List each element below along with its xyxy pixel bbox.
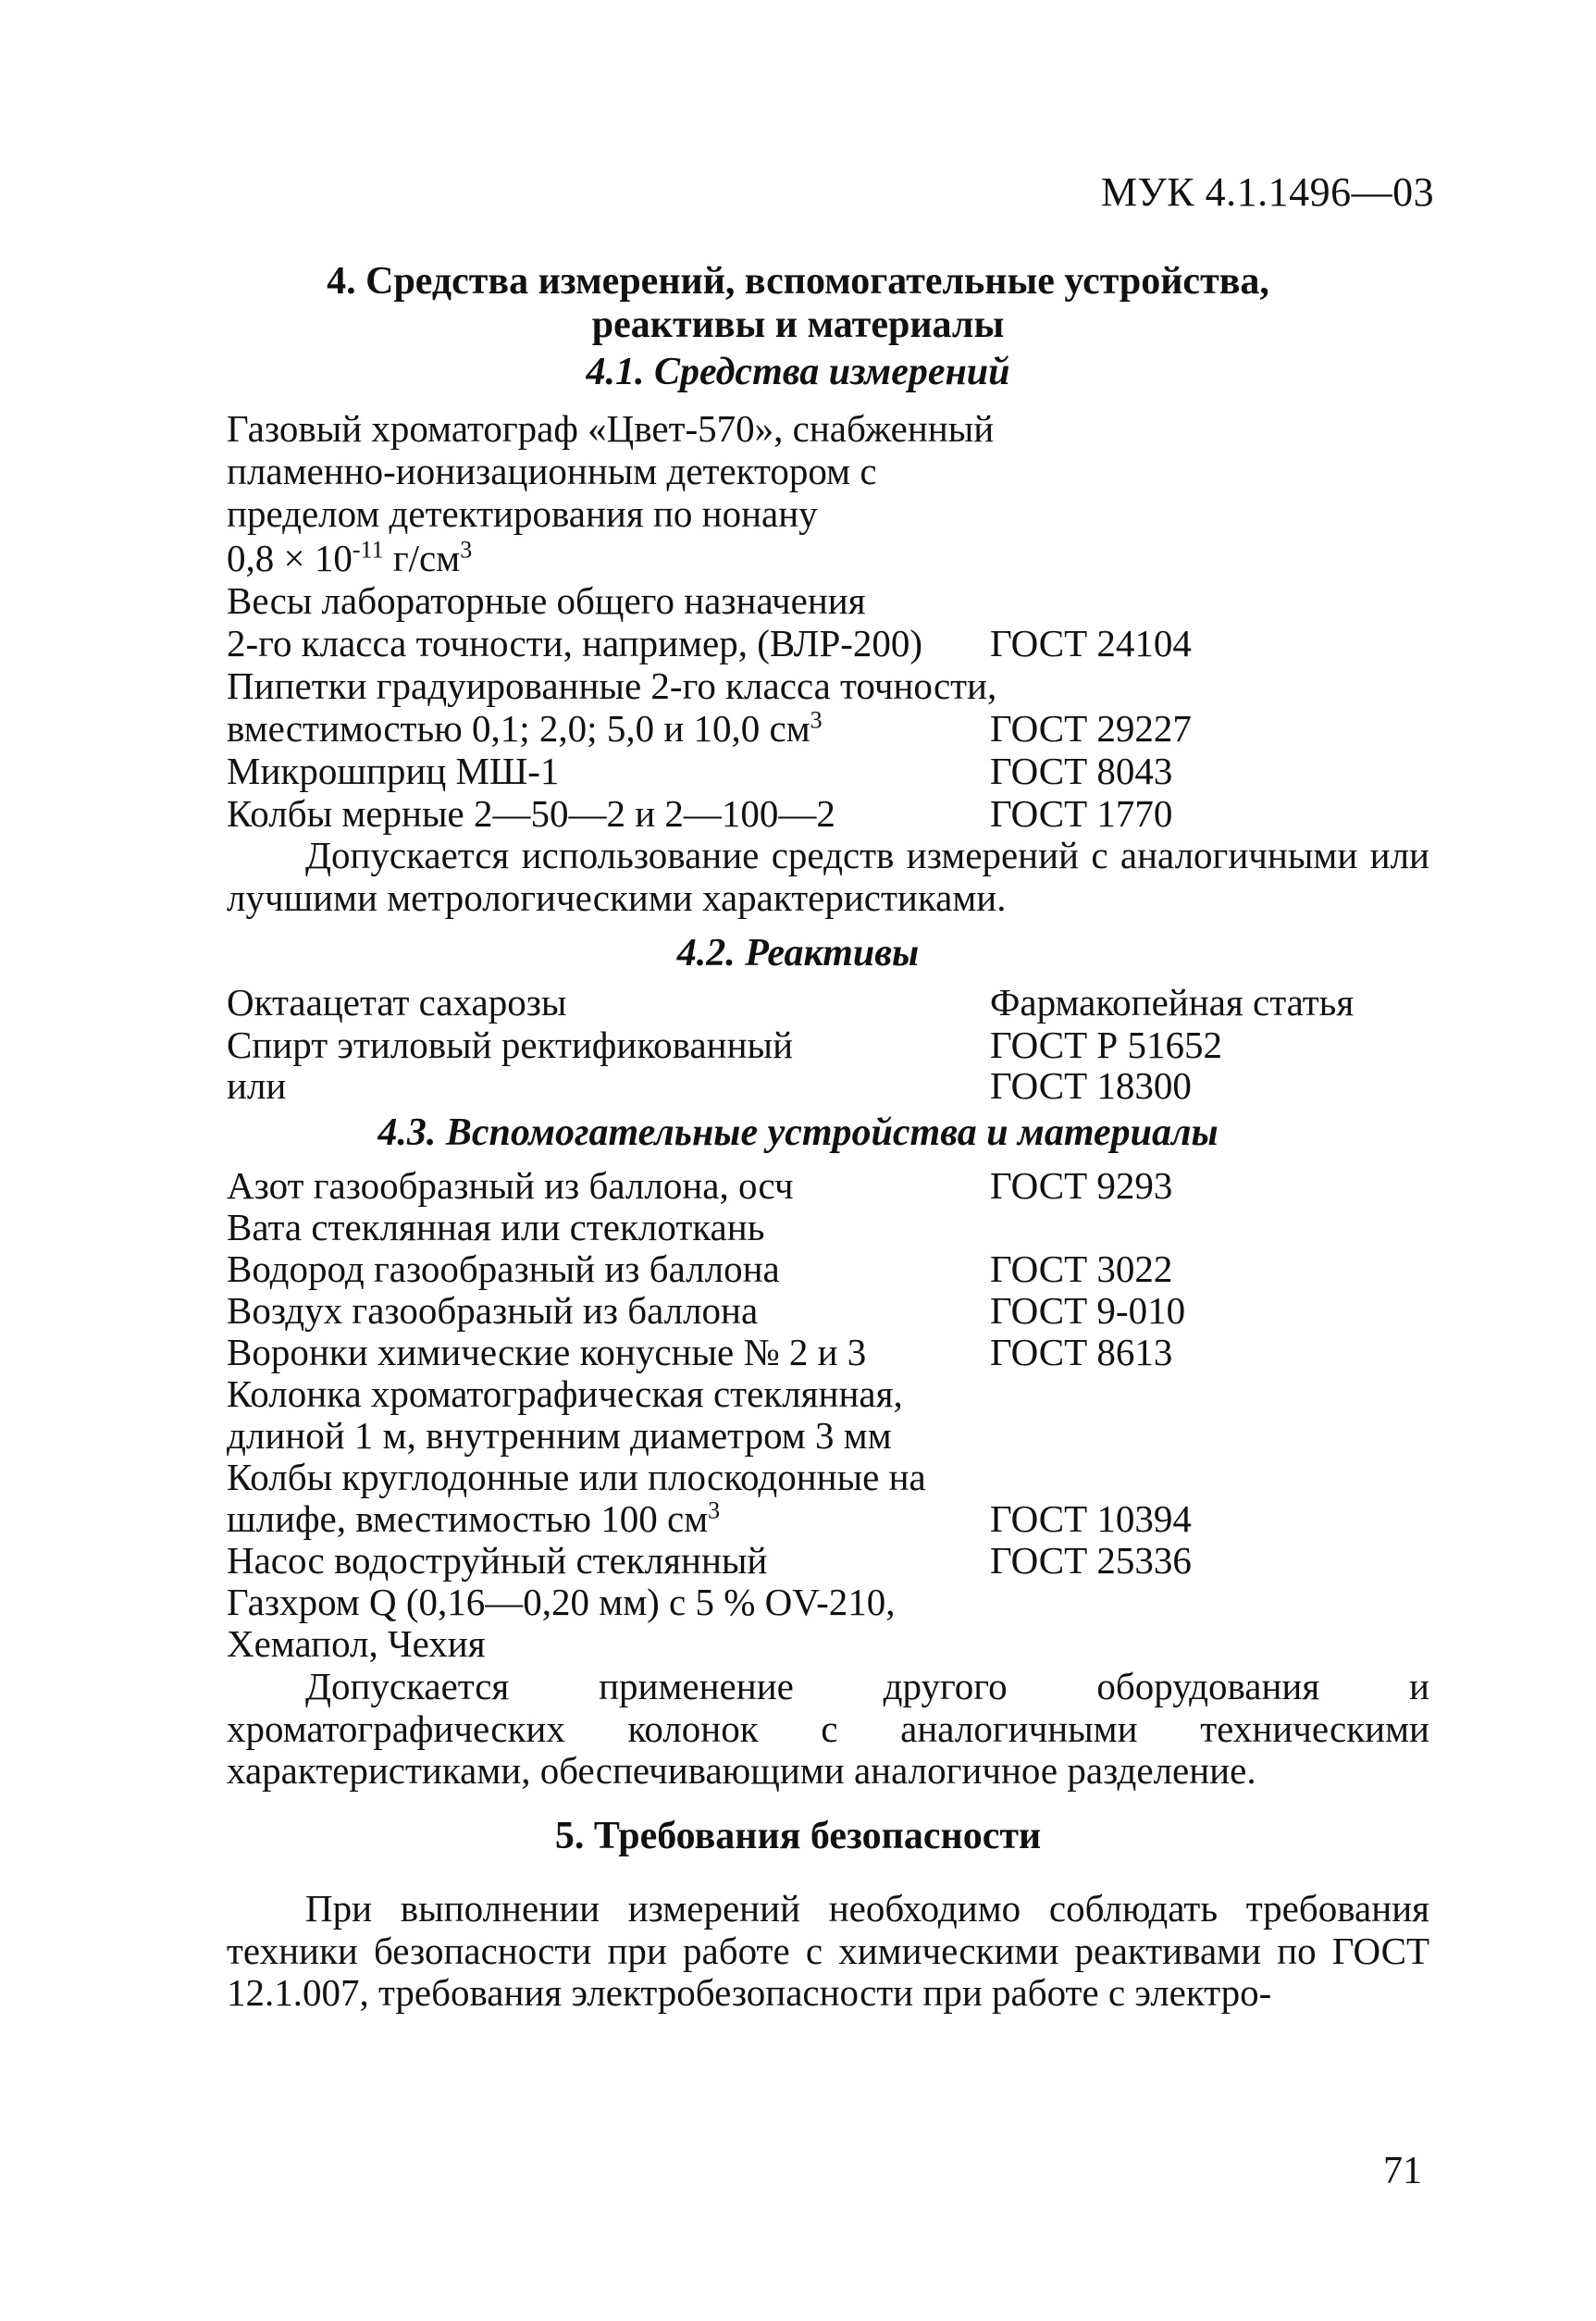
standard-reference: ГОСТ 24104 [990, 622, 1192, 664]
instrument-line: Микрошприц МШ-1 [227, 750, 560, 792]
document-code: МУК 4.1.1496—03 [1101, 169, 1435, 215]
material-line: Колонка хроматографическая стеклянная, [227, 1372, 903, 1415]
safety-paragraph [227, 1888, 1429, 2015]
standard-reference: Фармакопейная статья [990, 981, 1355, 1024]
instrument-line: Колбы мерные 2—50—2 и 2—100—2 [227, 792, 835, 835]
subsection-4-2-title: 4.2. Реактивы [676, 932, 920, 974]
material-line: Вата стеклянная или стеклоткань [227, 1206, 765, 1248]
instruments-note-text: Допускается использование средств измерений с аналогичными или лучшими метрологическими характеристиками. [227, 834, 1429, 919]
material-line: Газхром Q (0,16—0,20 мм) с 5 % OV-210, [227, 1581, 896, 1623]
instrument-line: Весы лабораторные общего назначения [227, 579, 866, 622]
standard-reference: ГОСТ 25336 [990, 1539, 1192, 1582]
material-line: Азот газообразный из баллона, осч [227, 1164, 794, 1207]
instrument-line: 2-го класса точности, например, (ВЛР-200) [227, 622, 923, 664]
material-line: шлифе, вместимостью 100 $см^3$ [227, 1496, 721, 1540]
material-line: Воронки химические конусные № 2 и 3 [227, 1331, 867, 1373]
standard-reference: ГОСТ 1770 [990, 792, 1173, 835]
material-line: Хемапол, Чехия [227, 1622, 486, 1665]
instrument-line: $0,8 \times 10^{-11}$ $г/см^3$ [227, 536, 473, 579]
section-4-title-line-2: реактивы и материалы [591, 304, 1005, 346]
standard-reference: ГОСТ 3022 [990, 1247, 1173, 1290]
section-4-title-line-1: 4. Средства измерений, вспомогательные устройства, [327, 260, 1269, 303]
reagent-line: или [227, 1064, 287, 1107]
standard-reference: ГОСТ 8043 [990, 750, 1173, 792]
instrument-line: вместимостью 0,1; 2,0; 5,0 и 10,0 $см^3$ [227, 706, 823, 750]
reagent-line: Спирт этиловый ректификованный [227, 1024, 794, 1066]
instrument-line: Пипетки градуированные 2-го класса точности, [227, 664, 997, 707]
instrument-line: пламенно-ионизационным детектором с [227, 450, 877, 492]
equipment-note [227, 1666, 1429, 1793]
instrument-line: пределом детектирования по нонану [227, 492, 818, 535]
standard-reference: ГОСТ 29227 [990, 707, 1192, 750]
instruments-note [227, 835, 1429, 919]
material-line: Водород газообразный из баллона [227, 1247, 780, 1290]
standard-reference: ГОСТ 18300 [990, 1064, 1192, 1107]
standard-reference: ГОСТ 8613 [990, 1331, 1173, 1373]
standard-reference: ГОСТ 10394 [990, 1497, 1192, 1540]
instrument-line: Газовый хроматограф «Цвет-570», снабженный [227, 407, 995, 450]
page-number: 71 [1383, 2150, 1422, 2192]
reagent-line: Октаацетат сахарозы [227, 981, 567, 1024]
equipment-note-text: Допускается применение другого оборудования и хроматографических колонок с аналогичными техническими характеристиками, обеспечивающими аналогичное разделение. [227, 1665, 1429, 1792]
material-line: длиной 1 м, внутренним диаметром 3 мм [227, 1414, 892, 1457]
material-line: Колбы круглодонные или плоскодонные на [227, 1456, 926, 1498]
subsection-4-3-title: 4.3. Вспомогательные устройства и материалы [377, 1111, 1219, 1154]
standard-reference: ГОСТ 9293 [990, 1164, 1173, 1207]
subsection-4-1-title: 4.1. Средства измерений [586, 351, 1010, 393]
safety-paragraph-text: При выполнении измерений необходимо соблюдать требования техники безопасности при работе с химическими реактивами по ГОСТ 12.1.007, требования электробезопасности при работе с электро- [227, 1887, 1429, 2014]
material-line: Насос водоструйный стеклянный [227, 1539, 768, 1582]
standard-reference: ГОСТ 9-010 [990, 1289, 1186, 1332]
material-line: Воздух газообразный из баллона [227, 1289, 759, 1332]
standard-reference: ГОСТ Р 51652 [990, 1024, 1222, 1066]
section-5-title: 5. Требования безопасности [554, 1815, 1042, 1857]
